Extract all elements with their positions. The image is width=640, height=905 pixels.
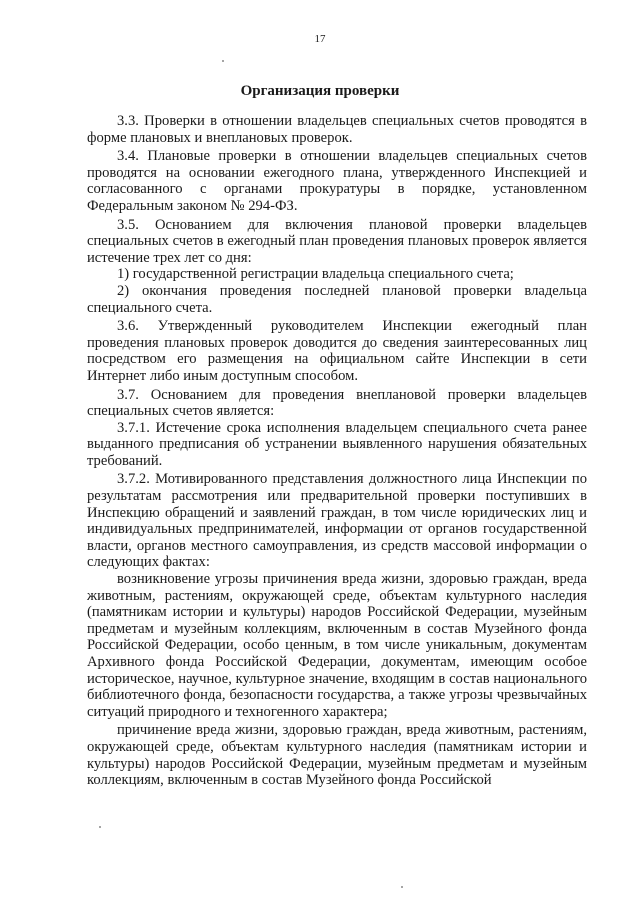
scan-speck [222, 60, 224, 62]
paragraph-3-7: 3.7. Основанием для проведения внеплановой проверки владельцев специальных счетов является: [87, 386, 587, 420]
paragraph-threat: возникновение угрозы причинения вреда жизни, здоровью граждан, вреда животным, растениям, окружающей среде, объектам культурного наследия (памятникам истории и культуры) народов Российской Федерации, музейным предметам и музейным коллекциям, включенным в состав Музейного фонда Российской Федерации, особо ценным, в том числе уникальным, документам Архивного фонда Российской Федерации, документам, имеющим особое историческое, научное, культурное значение, входящим в состав национального библиотечного фонда, безопасности государства, а также угрозы чрезвычайных ситуаций природного и техногенного характера; [87, 571, 587, 720]
paragraph-3-3: 3.3. Проверки в отношении владельцев специальных счетов проводятся в форме плановых и внеплановых проверок. [87, 113, 587, 146]
paragraph-3-7-1: 3.7.1. Истечение срока исполнения владельцем специального счета ранее выданного предписания об устранении выявленного нарушения обязательных требований. [87, 419, 587, 469]
list-item-2: 2) окончания проведения последней плановой проверки владельца специального счета. [87, 282, 587, 316]
document-body [87, 113, 587, 789]
section-heading: Организация проверки [240, 83, 400, 99]
scan-speck [99, 826, 101, 828]
paragraph-3-4: 3.4. Плановые проверки в отношении владельцев специальных счетов проводятся на основании ежегодного плана, утвержденного Инспекцией и согласованного с органами прокуратуры в порядке, установленном Федеральным законом № 294-ФЗ. [87, 148, 587, 214]
list-item-1: 1) государственной регистрации владельца специального счета; [117, 266, 514, 283]
paragraph-3-5: 3.5. Основанием для включения плановой проверки владельцев специальных счетов в ежегодный план проведения плановых проверок является истечение трех лет со дня: [87, 216, 587, 266]
scan-speck [401, 886, 403, 888]
paragraph-3-7-2: 3.7.2. Мотивированного представления должностного лица Инспекции по результатам рассмотрения или предварительной проверки поступивших в Инспекцию обращений и заявлений граждан, в том числе юридических лиц и индивидуальных предпринимателей, информации от органов государственной власти, органов местного самоуправления, из средств массовой информации о следующих фактах: [87, 471, 587, 571]
paragraph-3-6: 3.6. Утвержденный руководителем Инспекции ежегодный план проведения плановых проверок доводится до сведения заинтересованных лиц посредством его размещения на официальном сайте Инспекции в сети Интернет либо иным доступным способом. [87, 318, 587, 384]
page-number: 17 [314, 33, 326, 45]
paragraph-harm: причинение вреда жизни, здоровью граждан, вреда животным, растениям, окружающей среде, объектам культурного наследия (памятникам истории и культуры) народов Российской Федерации, музейным предметам и музейным коллекциям, включенным в состав Музейного фонда Российской [87, 722, 587, 789]
